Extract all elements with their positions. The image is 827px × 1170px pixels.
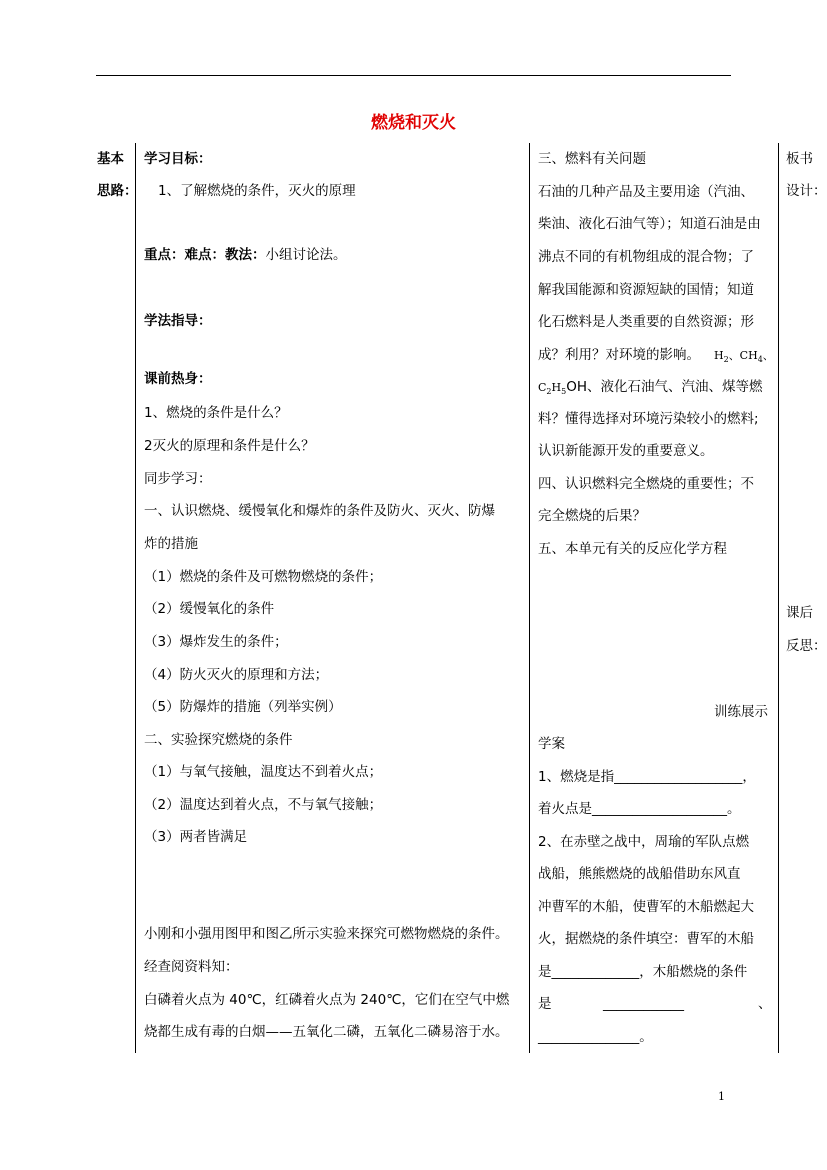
study-guide-heading: 学法指导： xyxy=(144,313,212,329)
right-text: 解我国能源和资源短缺的国情；知道 xyxy=(538,282,754,298)
board-label: 设计： xyxy=(786,183,827,199)
reflection-label: 反思： xyxy=(786,638,827,654)
text-span: 、 xyxy=(762,349,774,362)
right-text: 化石燃料是人类重要的自然资源；形 xyxy=(538,314,754,330)
list-item: （1）与氧气接触，温度达不到着火点； xyxy=(144,764,383,780)
paragraph-line: 小刚和小强用图甲和图乙所示实验来探究可燃物燃烧的条件。 xyxy=(144,926,509,942)
list-item: （5）防爆炸的措施（列举实例） xyxy=(144,699,342,715)
column-divider xyxy=(778,143,779,1053)
right-text: 沸点不同的有机物组成的混合物；了 xyxy=(538,249,754,265)
plan-heading: 学案 xyxy=(538,736,565,752)
paragraph-line: 白磷着火点为 40℃，红磷着火点为 240℃，它们在空气中燃 xyxy=(144,992,510,1008)
training-heading: 训练展示 xyxy=(714,704,768,720)
subscript: 4 xyxy=(757,355,763,365)
right-text: 认识新能源开发的重要意义。 xyxy=(538,443,714,459)
right-text xyxy=(538,377,762,402)
column-divider xyxy=(135,143,136,1053)
right-text: 柴油、液化石油气等）；知道石油是由 xyxy=(538,216,761,232)
right-text xyxy=(538,345,774,370)
exercise-line: 1、燃烧是指___________________， xyxy=(538,769,756,785)
right-heading: 三、燃料有关问题 xyxy=(538,151,646,167)
exercise-line: 2、在赤壁之战中，周瑜的军队点燃 xyxy=(538,834,750,850)
list-item: （3）两者皆满足 xyxy=(144,829,248,845)
list-item: （4）防火灭火的原理和方法； xyxy=(144,667,329,683)
warmup-question: 2灭火的原理和条件是什么？ xyxy=(144,438,315,454)
subscript: 2 xyxy=(546,387,552,397)
exercise-blank: 是 xyxy=(538,996,552,1012)
exercise-line: 战船，熊熊燃烧的战船借助东风直 xyxy=(538,866,741,882)
list-item: （2）缓慢氧化的条件 xyxy=(144,601,275,617)
exercise-blank: 、 xyxy=(758,996,772,1012)
column-divider xyxy=(529,143,530,1053)
section-heading-cont: 炸的措施 xyxy=(144,536,198,552)
exercise-line: 是_____________，木船燃烧的条件 xyxy=(538,964,748,980)
right-text: 完全燃烧的后果？ xyxy=(538,508,646,524)
formula xyxy=(538,381,567,397)
exercise-blank: ____________ xyxy=(603,996,684,1012)
list-item: （2）温度达到着火点，不与氧气接触； xyxy=(144,797,383,813)
reflection-label: 课后 xyxy=(786,605,813,621)
text-span: OH、液化石油气、汽油、煤等燃 xyxy=(566,379,763,395)
right-text: 石油的几种产品及主要用途（汽油、 xyxy=(538,184,754,200)
formula xyxy=(714,349,774,365)
board-label: 板书 xyxy=(786,151,813,167)
text-span: H xyxy=(551,381,562,394)
method-text: 小组讨论法。 xyxy=(265,247,347,263)
paragraph-line: 经查阅资料知： xyxy=(144,959,239,975)
warmup-heading: 课前热身： xyxy=(144,371,212,387)
text-span: C xyxy=(538,381,547,394)
exercise-line: 冲曹军的木船，使曹军的木船燃起大 xyxy=(538,899,754,915)
list-item: （1）燃烧的条件及可燃物燃烧的条件； xyxy=(144,569,383,585)
section-heading: 一、认识燃烧、缓慢氧化和爆炸的条件及防火、灭火、防爆 xyxy=(144,503,495,519)
section-heading: 二、实验探究燃烧的条件 xyxy=(144,732,293,748)
subscript: 5 xyxy=(561,387,567,397)
key-points-line xyxy=(144,245,347,265)
subscript: 2 xyxy=(723,355,729,365)
header-rule xyxy=(96,75,731,76)
sync-heading: 同步学习： xyxy=(144,471,212,487)
text-span: 成？利用？对环境的影响。 xyxy=(538,347,700,363)
warmup-question: 1、燃烧的条件是什么？ xyxy=(144,405,288,421)
goal-item: 1、了解燃烧的条件，灭火的原理 xyxy=(158,183,356,199)
exercise-line: 着火点是____________________。 xyxy=(538,801,741,817)
goal-heading: 学习目标： xyxy=(144,151,212,167)
right-heading: 五、本单元有关的反应化学方程 xyxy=(538,541,727,557)
list-item: （3）爆炸发生的条件； xyxy=(144,634,288,650)
left-label: 思路： xyxy=(97,183,138,199)
left-label: 基本 xyxy=(97,151,124,167)
right-text: 料？懂得选择对环境污染较小的燃料; xyxy=(538,411,759,427)
paragraph-line: 烧都生成有毒的白烟——五氧化二磷，五氧化二磷易溶于水。 xyxy=(144,1024,509,1040)
exercise-blank: _______________。 xyxy=(538,1029,653,1045)
exercise-line: 火，据燃烧的条件填空：曹军的木船 xyxy=(538,931,754,947)
key-points-label: 重点：难点：教法： xyxy=(144,247,266,263)
page-title: 燃烧和灭火 xyxy=(371,113,456,133)
text-span: 、CH xyxy=(728,349,758,362)
page-number: 1 xyxy=(718,1090,725,1103)
text-span: H xyxy=(714,349,724,362)
right-heading: 四、认识燃料完全燃烧的重要性；不 xyxy=(538,476,754,492)
